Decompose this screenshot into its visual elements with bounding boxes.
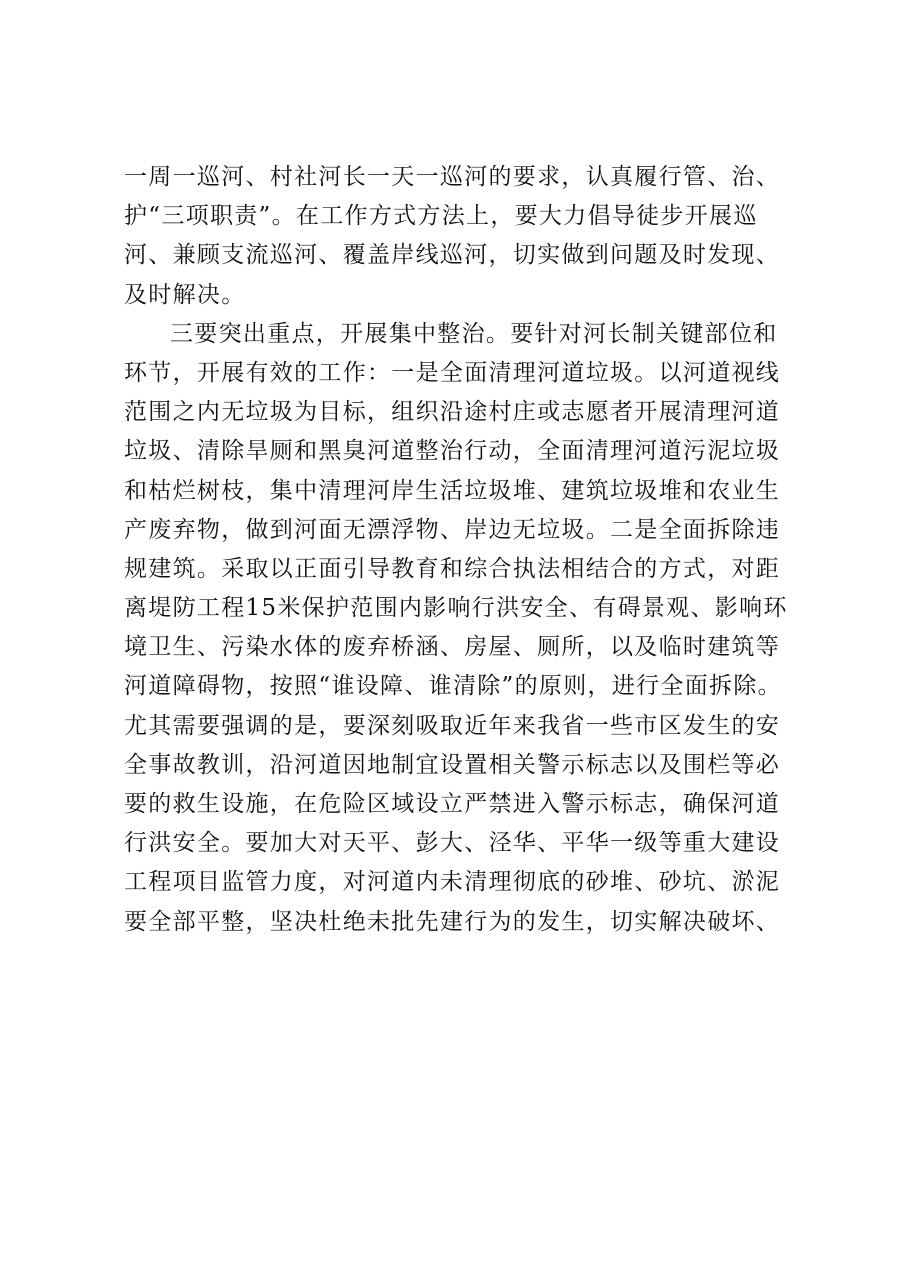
text-line: 境卫生、污染水体的废弃桥涵、房屋、厕所，以及临时建筑等 bbox=[124, 634, 781, 661]
text-line: 范围之内无垃圾为目标，组织沿途村庄或志愿者开展清理河道 bbox=[124, 399, 781, 426]
text-line: 尤其需要强调的是，要深刻吸取近年来我省一些市区发生的安 bbox=[124, 712, 781, 739]
text-line: 要全部平整，坚决杜绝未批先建行为的发生，切实解决破坏、 bbox=[124, 908, 781, 935]
text-line: 产废弃物，做到河面无漂浮物、岸边无垃圾。二是全面拆除违 bbox=[124, 516, 781, 543]
text-line: 离堤防工程15米保护范围内影响行洪安全、有碍景观、影响环 bbox=[124, 595, 788, 622]
text-line: 环节，开展有效的工作：一是全面清理河道垃圾。以河道视线 bbox=[124, 359, 781, 386]
text-line: 及时解决。 bbox=[124, 281, 246, 308]
text-line: 河、兼顾支流巡河、覆盖岸线巡河，切实做到问题及时发现、 bbox=[124, 242, 781, 269]
text-line: 规建筑。采取以正面引导教育和综合执法相结合的方式，对距 bbox=[124, 555, 781, 582]
text-line: 工程项目监管力度，对河道内未清理彻底的砂堆、砂坑、淤泥 bbox=[124, 869, 781, 896]
text-line: 要的救生设施，在危险区域设立严禁进入警示标志，确保河道 bbox=[124, 791, 781, 817]
paragraph-start-line: 三要突出重点，开展集中整治。要针对河长制关键部位和 bbox=[170, 320, 778, 347]
text-line: 垃圾、清除旱厕和黑臭河道整治行动，全面清理河道污泥垃圾 bbox=[124, 438, 781, 465]
text-line: 和枯烂树枝，集中清理河岸生活垃圾堆、建筑垃圾堆和农业生 bbox=[124, 477, 781, 504]
text-line: 河道障碍物，按照“谁设障、谁清除”的原则，进行全面拆除。 bbox=[124, 673, 782, 700]
text-line: 护“三项职责”。在工作方式方法上，要大力倡导徒步开展巡 bbox=[124, 203, 758, 230]
text-line: 全事故教训，沿河道因地制宜设置相关警示标志以及围栏等必 bbox=[124, 751, 781, 778]
body-text bbox=[124, 158, 824, 942]
text-line: 行洪安全。要加大对天平、彭大、泾华、平华一级等重大建设 bbox=[124, 830, 781, 857]
text-line: 一周一巡河、村社河长一天一巡河的要求，认真履行管、治、 bbox=[124, 164, 781, 190]
